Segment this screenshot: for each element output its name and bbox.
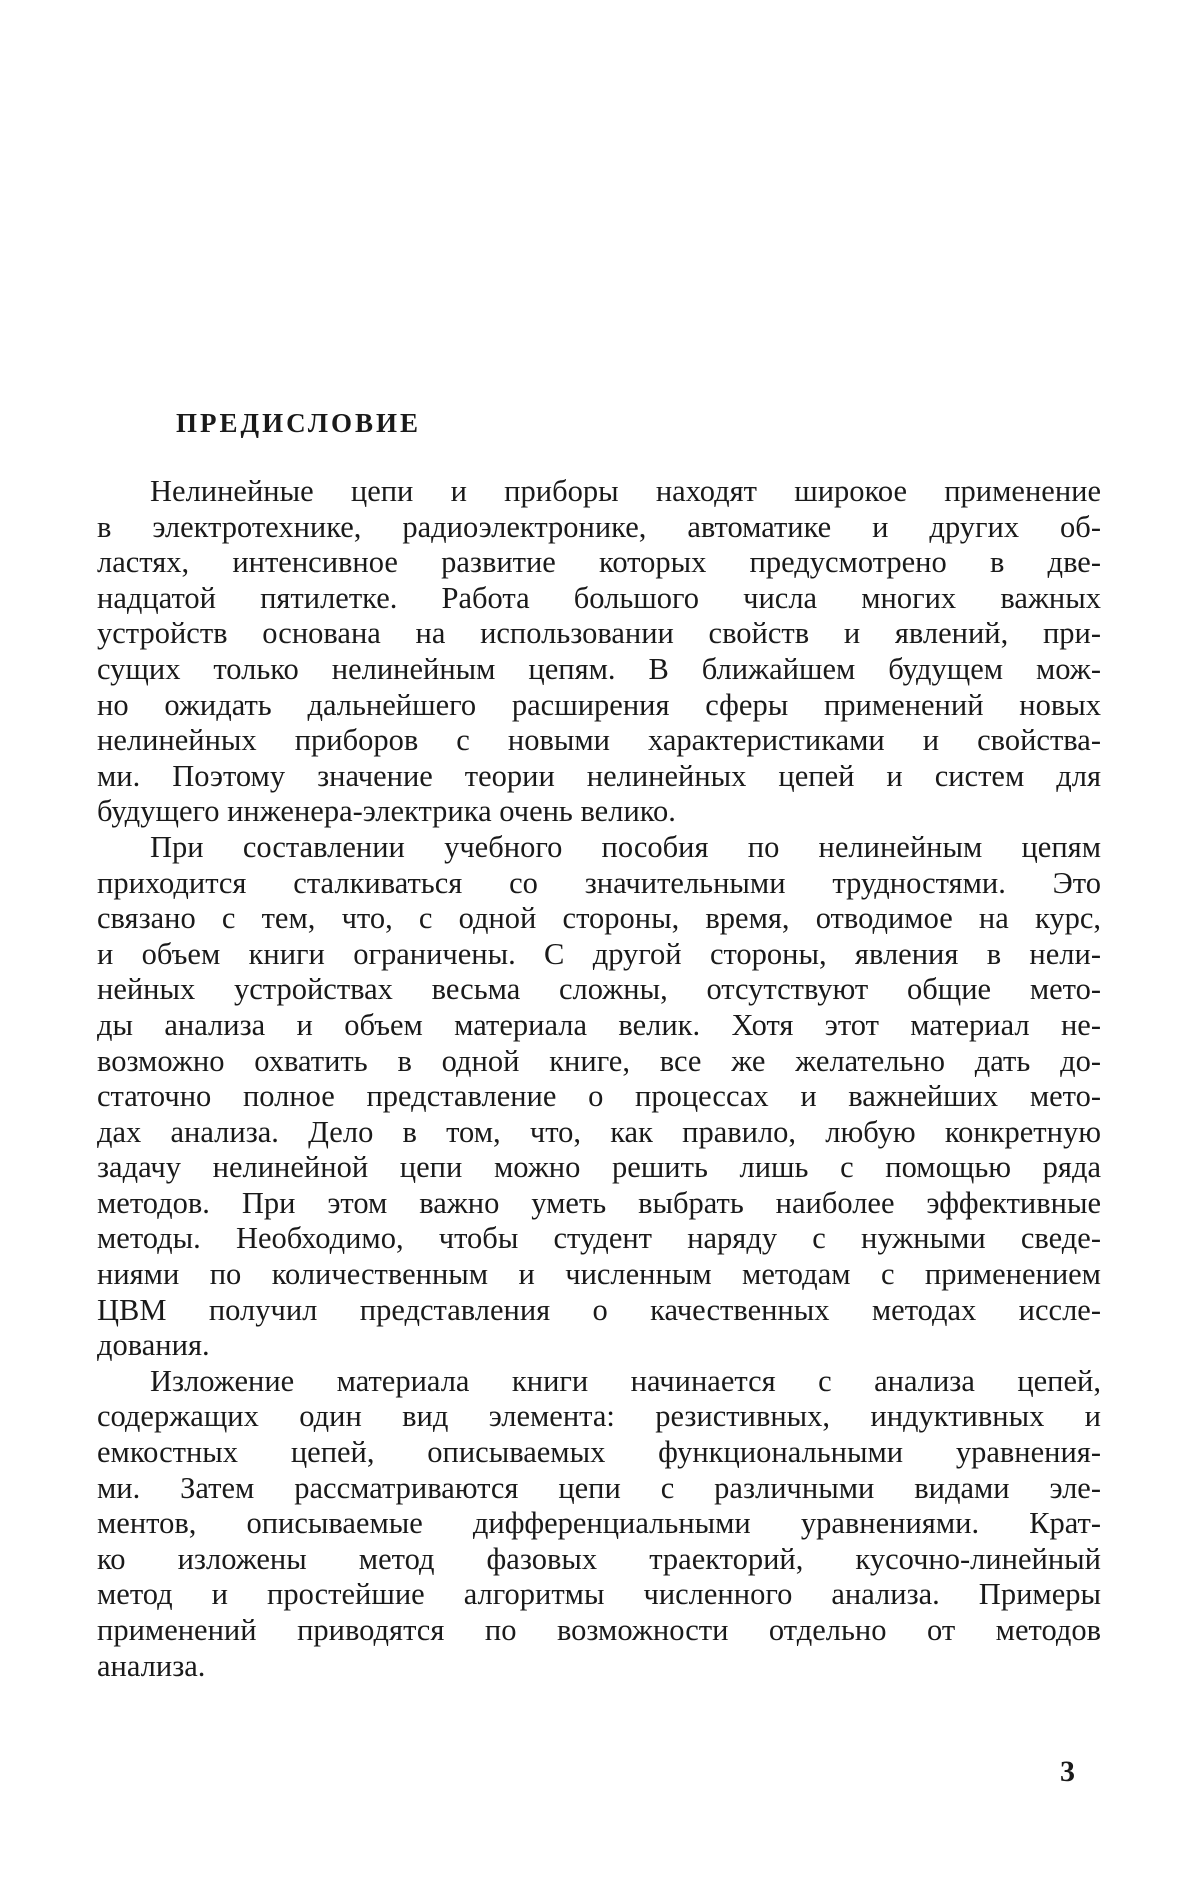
text-line: методы. Необходимо, чтобы студент наряду с нужными сведе- [97,1221,1101,1256]
text-line: дах анализа. Дело в том, что, как правило, любую конкретную [97,1114,1101,1149]
text-line: Нелинейные цепи и приборы находят широкое применение [150,474,1101,508]
text-line: Изложение материала книги начинается с анализа цепей, [150,1363,1101,1398]
text-line: применений приводятся по возможности отдельно от методов [97,1613,1101,1647]
text-line: в электротехнике, радиоэлектронике, автоматике и других об- [97,509,1101,544]
text-line: анализа. [97,1648,206,1683]
text-line: содержащих один вид элемента: резистивных, индуктивных и [97,1399,1101,1434]
paragraph [97,830,1101,1364]
paragraph [97,474,1101,830]
text-line: нейных устройствах весьма сложны, отсутствуют общие мето- [97,972,1101,1007]
text-line: ми. Затем рассматриваются цепи с различными видами эле- [97,1470,1101,1505]
text-line: сущих только нелинейным цепям. В ближайшем будущем мож- [97,651,1101,686]
text-line: задачу нелинейной цепи можно решить лишь с помощью ряда [97,1150,1101,1185]
text-line: но ожидать дальнейшего расширения сферы применений новых [97,687,1101,722]
text-line: ниями по количественным и численным методам с применением [97,1257,1101,1292]
text-line: ми. Поэтому значение теории нелинейных цепей и систем для [97,758,1101,793]
text-line: нелинейных приборов с новыми характеристиками и свойства- [97,723,1101,758]
text-line: возможно охватить в одной книге, все же желательно дать до- [97,1043,1101,1078]
text-line: методов. При этом важно уметь выбрать наиболее эффективные [97,1185,1101,1220]
text-line: статочно полное представление о процессах и важнейших мето- [97,1079,1101,1114]
text-line: надцатой пятилетке. Работа большого числа многих важных [97,580,1101,615]
text-line: дования. [97,1328,210,1363]
section-heading: ПРЕДИСЛОВИЕ [176,408,422,438]
paragraph [97,1364,1101,1684]
text-line: и объем книги ограничены. С другой стороны, явления в нели- [97,936,1101,971]
text-line: При составлении учебного пособия по нелинейным цепям [150,829,1101,864]
text-line: устройств основана на использовании свойств и явлений, при- [97,616,1101,651]
text-line: ЦВМ получил представления о качественных методах иссле- [97,1292,1101,1327]
text-line: связано с тем, что, с одной стороны, время, отводимое на курс, [97,901,1101,936]
text-line: ко изложены метод фазовых траекторий, кусочно-линейный [97,1541,1101,1576]
text-line: емкостных цепей, описываемых функциональными уравнения- [97,1435,1101,1470]
text-line: будущего инженера-электрика очень велико. [97,794,676,829]
text-line: приходится сталкиваться со значительными трудностями. Это [97,865,1101,900]
text-line: ластях, интенсивное развитие которых предусмотрено в две- [97,545,1101,580]
page-number: 3 [1060,1755,1075,1788]
text-line: ды анализа и объем материала велик. Хотя этот материал не- [97,1007,1101,1042]
preface-text [97,474,1101,1684]
text-line: метод и простейшие алгоритмы численного анализа. Примеры [97,1577,1101,1612]
text-line: ментов, описываемые дифференциальными уравнениями. Крат- [97,1506,1101,1541]
